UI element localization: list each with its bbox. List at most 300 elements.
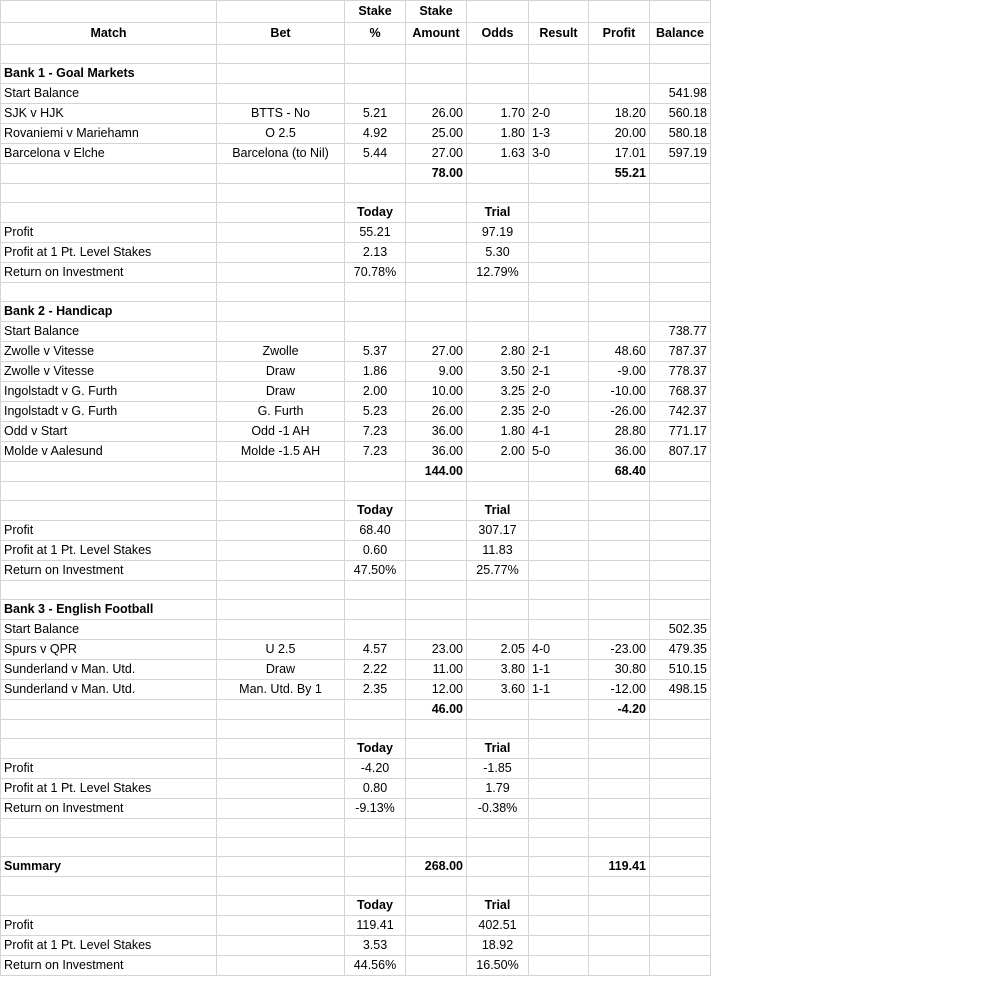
cell[interactable]: [529, 877, 589, 896]
cell[interactable]: [217, 739, 345, 759]
cell[interactable]: [467, 700, 529, 720]
cell[interactable]: 36.00: [589, 442, 650, 462]
cell[interactable]: Today: [345, 896, 406, 916]
cell[interactable]: 119.41: [589, 857, 650, 877]
cell[interactable]: [589, 322, 650, 342]
cell[interactable]: [467, 482, 529, 501]
cell[interactable]: [406, 779, 467, 799]
cell[interactable]: [529, 184, 589, 203]
cell[interactable]: [467, 720, 529, 739]
cell[interactable]: [217, 936, 345, 956]
cell[interactable]: [650, 64, 711, 84]
cell[interactable]: Profit at 1 Pt. Level Stakes: [1, 243, 217, 263]
cell[interactable]: 597.19: [650, 144, 711, 164]
cell[interactable]: 7.23: [345, 442, 406, 462]
cell[interactable]: [1, 501, 217, 521]
cell[interactable]: [406, 877, 467, 896]
cell[interactable]: [406, 739, 467, 759]
cell[interactable]: [1, 164, 217, 184]
cell[interactable]: [529, 203, 589, 223]
cell[interactable]: 97.19: [467, 223, 529, 243]
cell[interactable]: Profit at 1 Pt. Level Stakes: [1, 541, 217, 561]
cell[interactable]: [406, 600, 467, 620]
cell[interactable]: [217, 322, 345, 342]
cell[interactable]: [217, 84, 345, 104]
cell[interactable]: [217, 877, 345, 896]
cell[interactable]: [589, 819, 650, 838]
cell[interactable]: 2-0: [529, 382, 589, 402]
cell[interactable]: 2-1: [529, 362, 589, 382]
cell[interactable]: 510.15: [650, 660, 711, 680]
cell[interactable]: Profit: [1, 759, 217, 779]
cell[interactable]: [467, 45, 529, 64]
cell[interactable]: 12.00: [406, 680, 467, 700]
cell[interactable]: [467, 600, 529, 620]
cell[interactable]: [217, 164, 345, 184]
cell[interactable]: [467, 819, 529, 838]
cell[interactable]: Start Balance: [1, 84, 217, 104]
cell[interactable]: Zwolle: [217, 342, 345, 362]
cell[interactable]: 1-1: [529, 660, 589, 680]
cell[interactable]: [589, 936, 650, 956]
cell[interactable]: [345, 64, 406, 84]
cell[interactable]: G. Furth: [217, 402, 345, 422]
header-cell[interactable]: Stake: [406, 1, 467, 23]
cell[interactable]: [529, 739, 589, 759]
cell[interactable]: -26.00: [589, 402, 650, 422]
cell[interactable]: 541.98: [650, 84, 711, 104]
cell[interactable]: 2-1: [529, 342, 589, 362]
cell[interactable]: [467, 462, 529, 482]
cell[interactable]: [345, 322, 406, 342]
cell[interactable]: [406, 482, 467, 501]
cell[interactable]: [589, 581, 650, 600]
cell[interactable]: Ingolstadt v G. Furth: [1, 382, 217, 402]
cell[interactable]: [217, 263, 345, 283]
cell[interactable]: [1, 184, 217, 203]
cell[interactable]: Today: [345, 501, 406, 521]
header-cell[interactable]: Bet: [217, 23, 345, 45]
cell[interactable]: [589, 739, 650, 759]
cell[interactable]: [1, 462, 217, 482]
cell[interactable]: 307.17: [467, 521, 529, 541]
cell[interactable]: Trial: [467, 739, 529, 759]
cell[interactable]: [217, 779, 345, 799]
cell[interactable]: Man. Utd. By 1: [217, 680, 345, 700]
cell[interactable]: Draw: [217, 660, 345, 680]
cell[interactable]: [406, 620, 467, 640]
cell[interactable]: [589, 561, 650, 581]
cell[interactable]: [589, 501, 650, 521]
cell[interactable]: [529, 956, 589, 976]
cell[interactable]: 5-0: [529, 442, 589, 462]
header-cell[interactable]: Amount: [406, 23, 467, 45]
cell[interactable]: [650, 521, 711, 541]
cell[interactable]: [650, 581, 711, 600]
cell[interactable]: Return on Investment: [1, 799, 217, 819]
cell[interactable]: [529, 521, 589, 541]
header-cell[interactable]: [650, 1, 711, 23]
cell[interactable]: [1, 819, 217, 838]
cell[interactable]: Trial: [467, 203, 529, 223]
cell[interactable]: [650, 600, 711, 620]
cell[interactable]: [345, 620, 406, 640]
cell[interactable]: [589, 956, 650, 976]
cell[interactable]: [529, 857, 589, 877]
cell[interactable]: [650, 720, 711, 739]
cell[interactable]: [217, 64, 345, 84]
cell[interactable]: 498.15: [650, 680, 711, 700]
cell[interactable]: [467, 322, 529, 342]
cell[interactable]: 268.00: [406, 857, 467, 877]
cell[interactable]: [1, 838, 217, 857]
cell[interactable]: 2.00: [345, 382, 406, 402]
cell[interactable]: 46.00: [406, 700, 467, 720]
cell[interactable]: [345, 700, 406, 720]
cell[interactable]: [650, 739, 711, 759]
cell[interactable]: [650, 482, 711, 501]
cell[interactable]: 12.79%: [467, 263, 529, 283]
cell[interactable]: [650, 184, 711, 203]
cell[interactable]: [217, 759, 345, 779]
cell[interactable]: [406, 838, 467, 857]
cell[interactable]: -9.00: [589, 362, 650, 382]
cell[interactable]: [1, 720, 217, 739]
cell[interactable]: 144.00: [406, 462, 467, 482]
cell[interactable]: [589, 759, 650, 779]
cell[interactable]: Spurs v QPR: [1, 640, 217, 660]
cell[interactable]: [529, 64, 589, 84]
cell[interactable]: [406, 302, 467, 322]
cell[interactable]: Barcelona (to Nil): [217, 144, 345, 164]
cell[interactable]: [529, 482, 589, 501]
cell[interactable]: [467, 283, 529, 302]
cell[interactable]: 2.80: [467, 342, 529, 362]
cell[interactable]: Bank 2 - Handicap: [1, 302, 217, 322]
cell[interactable]: 1-3: [529, 124, 589, 144]
cell[interactable]: [650, 857, 711, 877]
cell[interactable]: [217, 956, 345, 976]
cell[interactable]: [650, 462, 711, 482]
cell[interactable]: [467, 581, 529, 600]
cell[interactable]: 20.00: [589, 124, 650, 144]
cell[interactable]: Start Balance: [1, 322, 217, 342]
cell[interactable]: [406, 64, 467, 84]
cell[interactable]: [529, 322, 589, 342]
cell[interactable]: [1, 203, 217, 223]
cell[interactable]: [589, 203, 650, 223]
cell[interactable]: [217, 600, 345, 620]
cell[interactable]: [589, 838, 650, 857]
cell[interactable]: [406, 956, 467, 976]
cell[interactable]: [345, 302, 406, 322]
header-cell[interactable]: [1, 1, 217, 23]
cell[interactable]: -4.20: [345, 759, 406, 779]
cell[interactable]: 55.21: [589, 164, 650, 184]
cell[interactable]: [467, 302, 529, 322]
cell[interactable]: [529, 243, 589, 263]
cell[interactable]: 479.35: [650, 640, 711, 660]
cell[interactable]: 3.50: [467, 362, 529, 382]
cell[interactable]: [217, 283, 345, 302]
cell[interactable]: 27.00: [406, 342, 467, 362]
cell[interactable]: [467, 877, 529, 896]
cell[interactable]: [345, 283, 406, 302]
cell[interactable]: Rovaniemi v Mariehamn: [1, 124, 217, 144]
cell[interactable]: [529, 561, 589, 581]
cell[interactable]: [467, 184, 529, 203]
cell[interactable]: [406, 720, 467, 739]
cell[interactable]: 68.40: [589, 462, 650, 482]
cell[interactable]: 807.17: [650, 442, 711, 462]
cell[interactable]: 25.00: [406, 124, 467, 144]
cell[interactable]: 771.17: [650, 422, 711, 442]
cell[interactable]: [529, 164, 589, 184]
header-cell[interactable]: [589, 1, 650, 23]
cell[interactable]: [589, 223, 650, 243]
cell[interactable]: [589, 64, 650, 84]
cell[interactable]: [217, 838, 345, 857]
cell[interactable]: Profit at 1 Pt. Level Stakes: [1, 936, 217, 956]
cell[interactable]: [217, 819, 345, 838]
cell[interactable]: U 2.5: [217, 640, 345, 660]
cell[interactable]: Profit: [1, 916, 217, 936]
cell[interactable]: [529, 916, 589, 936]
cell[interactable]: 560.18: [650, 104, 711, 124]
cell[interactable]: [589, 896, 650, 916]
cell[interactable]: [406, 799, 467, 819]
cell[interactable]: [589, 541, 650, 561]
cell[interactable]: [650, 779, 711, 799]
cell[interactable]: Return on Investment: [1, 263, 217, 283]
cell[interactable]: 44.56%: [345, 956, 406, 976]
cell[interactable]: 23.00: [406, 640, 467, 660]
cell[interactable]: 70.78%: [345, 263, 406, 283]
cell[interactable]: [1, 45, 217, 64]
cell[interactable]: [406, 45, 467, 64]
header-cell[interactable]: [529, 1, 589, 23]
header-cell[interactable]: Stake: [345, 1, 406, 23]
cell[interactable]: 2-0: [529, 104, 589, 124]
cell[interactable]: 4.57: [345, 640, 406, 660]
cell[interactable]: Molde -1.5 AH: [217, 442, 345, 462]
cell[interactable]: 4.92: [345, 124, 406, 144]
cell[interactable]: [529, 283, 589, 302]
cell[interactable]: [589, 916, 650, 936]
cell[interactable]: 5.37: [345, 342, 406, 362]
cell[interactable]: [589, 263, 650, 283]
cell[interactable]: [467, 164, 529, 184]
cell[interactable]: [345, 462, 406, 482]
cell[interactable]: 26.00: [406, 104, 467, 124]
header-cell[interactable]: Profit: [589, 23, 650, 45]
cell[interactable]: [589, 184, 650, 203]
cell[interactable]: [589, 779, 650, 799]
cell[interactable]: [217, 521, 345, 541]
cell[interactable]: 3.60: [467, 680, 529, 700]
cell[interactable]: 78.00: [406, 164, 467, 184]
cell[interactable]: [217, 203, 345, 223]
cell[interactable]: [650, 283, 711, 302]
cell[interactable]: 1.79: [467, 779, 529, 799]
cell[interactable]: 17.01: [589, 144, 650, 164]
cell[interactable]: [529, 581, 589, 600]
cell[interactable]: 402.51: [467, 916, 529, 936]
cell[interactable]: 738.77: [650, 322, 711, 342]
cell[interactable]: 2-0: [529, 402, 589, 422]
cell[interactable]: [650, 896, 711, 916]
cell[interactable]: [345, 581, 406, 600]
cell[interactable]: 9.00: [406, 362, 467, 382]
cell[interactable]: [529, 541, 589, 561]
cell[interactable]: [406, 759, 467, 779]
cell[interactable]: Return on Investment: [1, 561, 217, 581]
cell[interactable]: [406, 819, 467, 838]
cell[interactable]: -23.00: [589, 640, 650, 660]
cell[interactable]: [406, 581, 467, 600]
cell[interactable]: [529, 302, 589, 322]
cell[interactable]: Start Balance: [1, 620, 217, 640]
cell[interactable]: 11.83: [467, 541, 529, 561]
cell[interactable]: 1.70: [467, 104, 529, 124]
cell[interactable]: [406, 541, 467, 561]
cell[interactable]: -12.00: [589, 680, 650, 700]
cell[interactable]: [467, 620, 529, 640]
cell[interactable]: [589, 720, 650, 739]
cell[interactable]: 36.00: [406, 442, 467, 462]
cell[interactable]: [345, 857, 406, 877]
header-cell[interactable]: Balance: [650, 23, 711, 45]
cell[interactable]: [345, 600, 406, 620]
cell[interactable]: [650, 203, 711, 223]
cell[interactable]: [529, 838, 589, 857]
cell[interactable]: [650, 243, 711, 263]
cell[interactable]: [650, 302, 711, 322]
cell[interactable]: Molde v Aalesund: [1, 442, 217, 462]
cell[interactable]: [345, 819, 406, 838]
cell[interactable]: [589, 521, 650, 541]
cell[interactable]: 742.37: [650, 402, 711, 422]
cell[interactable]: [589, 243, 650, 263]
header-cell[interactable]: Odds: [467, 23, 529, 45]
cell[interactable]: [467, 84, 529, 104]
cell[interactable]: 48.60: [589, 342, 650, 362]
header-cell[interactable]: [467, 1, 529, 23]
cell[interactable]: [529, 45, 589, 64]
cell[interactable]: [650, 877, 711, 896]
cell[interactable]: 5.44: [345, 144, 406, 164]
cell[interactable]: Trial: [467, 501, 529, 521]
cell[interactable]: Barcelona v Elche: [1, 144, 217, 164]
cell[interactable]: [345, 164, 406, 184]
cell[interactable]: [406, 263, 467, 283]
cell[interactable]: [529, 620, 589, 640]
cell[interactable]: [529, 700, 589, 720]
cell[interactable]: [650, 936, 711, 956]
cell[interactable]: [529, 501, 589, 521]
cell[interactable]: [1, 581, 217, 600]
cell[interactable]: Sunderland v Man. Utd.: [1, 680, 217, 700]
cell[interactable]: Bank 3 - English Football: [1, 600, 217, 620]
cell[interactable]: 2.35: [467, 402, 529, 422]
cell[interactable]: 18.20: [589, 104, 650, 124]
cell[interactable]: 0.80: [345, 779, 406, 799]
cell[interactable]: 10.00: [406, 382, 467, 402]
cell[interactable]: 2.05: [467, 640, 529, 660]
cell[interactable]: Zwolle v Vitesse: [1, 342, 217, 362]
cell[interactable]: 55.21: [345, 223, 406, 243]
cell[interactable]: [650, 561, 711, 581]
cell[interactable]: 25.77%: [467, 561, 529, 581]
cell[interactable]: 2.35: [345, 680, 406, 700]
cell[interactable]: [345, 84, 406, 104]
cell[interactable]: [529, 759, 589, 779]
cell[interactable]: 68.40: [345, 521, 406, 541]
cell[interactable]: [1, 283, 217, 302]
cell[interactable]: -10.00: [589, 382, 650, 402]
cell[interactable]: 27.00: [406, 144, 467, 164]
cell[interactable]: [589, 600, 650, 620]
cell[interactable]: Bank 1 - Goal Markets: [1, 64, 217, 84]
cell[interactable]: [217, 561, 345, 581]
cell[interactable]: [406, 322, 467, 342]
cell[interactable]: [1, 700, 217, 720]
cell[interactable]: Draw: [217, 362, 345, 382]
cell[interactable]: [589, 482, 650, 501]
cell[interactable]: [1, 877, 217, 896]
cell[interactable]: [406, 501, 467, 521]
cell[interactable]: [217, 720, 345, 739]
cell[interactable]: [650, 541, 711, 561]
cell[interactable]: [217, 462, 345, 482]
cell[interactable]: [1, 896, 217, 916]
cell[interactable]: Profit: [1, 521, 217, 541]
header-cell[interactable]: Match: [1, 23, 217, 45]
cell[interactable]: [217, 223, 345, 243]
cell[interactable]: 2.00: [467, 442, 529, 462]
cell[interactable]: -9.13%: [345, 799, 406, 819]
cell[interactable]: 7.23: [345, 422, 406, 442]
cell[interactable]: [345, 877, 406, 896]
cell[interactable]: Ingolstadt v G. Furth: [1, 402, 217, 422]
cell[interactable]: [217, 857, 345, 877]
cell[interactable]: [345, 45, 406, 64]
cell[interactable]: Profit: [1, 223, 217, 243]
cell[interactable]: Zwolle v Vitesse: [1, 362, 217, 382]
cell[interactable]: [467, 857, 529, 877]
cell[interactable]: [529, 600, 589, 620]
cell[interactable]: [529, 720, 589, 739]
cell[interactable]: [406, 896, 467, 916]
cell[interactable]: Today: [345, 739, 406, 759]
cell[interactable]: [406, 561, 467, 581]
cell[interactable]: [345, 184, 406, 203]
cell[interactable]: 2.13: [345, 243, 406, 263]
cell[interactable]: 4-1: [529, 422, 589, 442]
cell[interactable]: [529, 936, 589, 956]
cell[interactable]: Summary: [1, 857, 217, 877]
cell[interactable]: Draw: [217, 382, 345, 402]
cell[interactable]: -1.85: [467, 759, 529, 779]
cell[interactable]: Odd -1 AH: [217, 422, 345, 442]
cell[interactable]: SJK v HJK: [1, 104, 217, 124]
cell[interactable]: [650, 838, 711, 857]
cell[interactable]: [406, 283, 467, 302]
cell[interactable]: 119.41: [345, 916, 406, 936]
cell[interactable]: BTTS - No: [217, 104, 345, 124]
cell[interactable]: [406, 521, 467, 541]
cell[interactable]: 3.80: [467, 660, 529, 680]
